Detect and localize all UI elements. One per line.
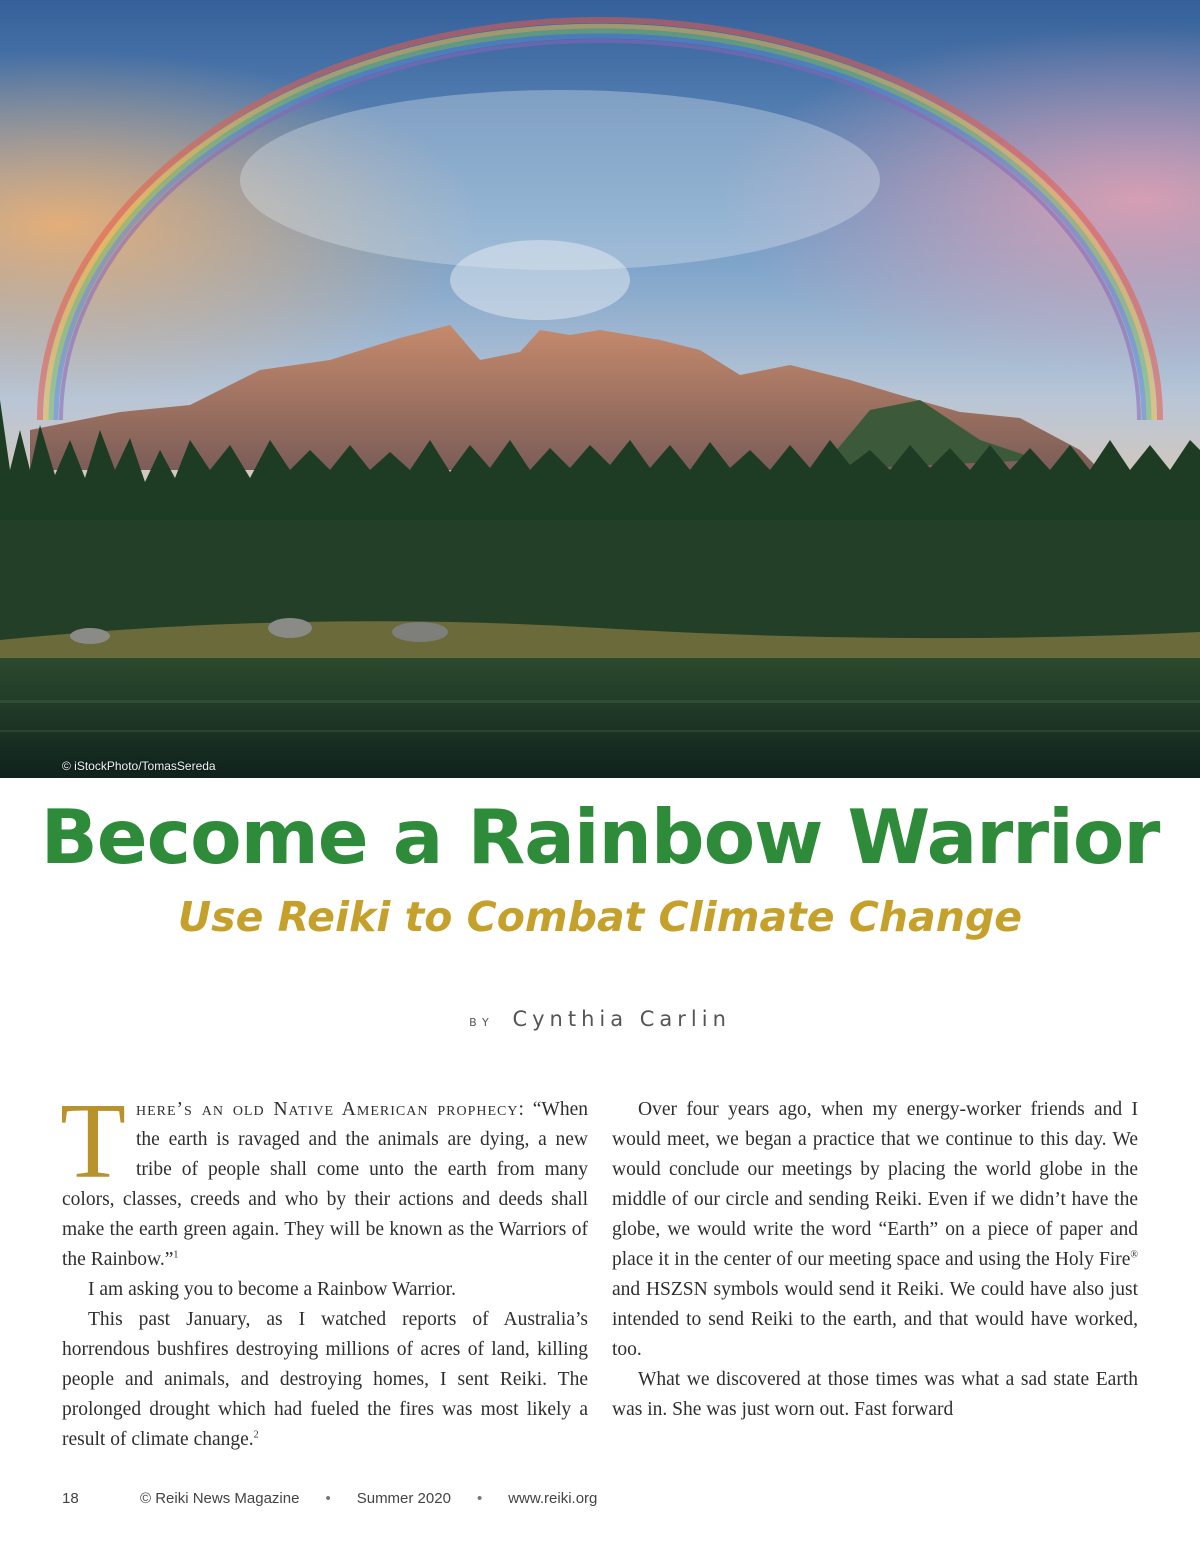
paragraph-text: and HSZSN symbols would send it Reiki. We could have also just intended to send Reiki to the earth, and that would have worked, too.: [612, 1279, 1138, 1360]
paragraph: [612, 1095, 1138, 1365]
footnote-ref: 1: [173, 1249, 179, 1261]
drop-cap: T: [60, 1082, 126, 1201]
issue-date: Summer 2020: [356, 1490, 451, 1507]
paragraph-text: I am asking you to become a Rainbow Warrior.: [88, 1279, 456, 1300]
footnote-ref: 2: [253, 1429, 259, 1441]
paragraph: [60, 1082, 588, 1275]
article-subtitle: Use Reiki to Combat Climate Change: [177, 893, 1023, 941]
website-link[interactable]: www.reiki.org: [508, 1490, 598, 1507]
photo-credit: © iStockPhoto/TomasSereda: [62, 759, 216, 773]
paragraph-text: Over four years ago, when my energy-worker friends and I would meet, we began a practice that we continue to this day. We would conclude our meetings by placing the world globe in the middle of our circle and sending Reiki. Even if we didn’t have the globe, we would write the word “Earth” on a piece of paper and place it in the center of our meeting space and using the Holy Fire: [612, 1099, 1138, 1270]
byline-prefix: by: [469, 1012, 495, 1030]
landscape-illustration: [0, 0, 1200, 778]
registered-mark: ®: [1130, 1249, 1138, 1261]
paragraph: [612, 1365, 1138, 1425]
paragraph-text: “When the earth is ravaged and the animals are dying, a new tribe of people shall come unto the earth from many colors, classes, creeds and who by their actions and deeds shall make the earth green again. They will be known as the Warriors of the Rainbow.”: [62, 1099, 588, 1270]
page-number: 18: [62, 1490, 79, 1507]
publication-name: © Reiki News Magazine: [140, 1490, 300, 1507]
paragraph: [62, 1275, 588, 1305]
page-footer: [62, 1490, 762, 1507]
hero-photo: [0, 0, 1200, 778]
author-name: Cynthia Carlin: [512, 1007, 731, 1031]
lead-in: here’s an old Native American prophecy:: [135, 1099, 525, 1120]
byline: [0, 1007, 1200, 1031]
separator: •: [325, 1490, 331, 1507]
column-left: [60, 1082, 588, 1455]
paragraph: [62, 1305, 588, 1455]
column-right: [612, 1095, 1138, 1425]
paragraph-text: This past January, as I watched reports of Australia’s horrendous bushfires destroying millions of acres of land, killing people and animals, and destroying homes, I sent Reiki. The prolonged drought which had fueled the fires was most likely a result of climate change.: [62, 1309, 588, 1450]
separator: •: [476, 1490, 483, 1507]
article-title: Become a Rainbow Warrior: [40, 793, 1160, 881]
paragraph-text: What we discovered at those times was what a sad state Earth was in. She was just worn out. Fast forward: [612, 1369, 1138, 1420]
